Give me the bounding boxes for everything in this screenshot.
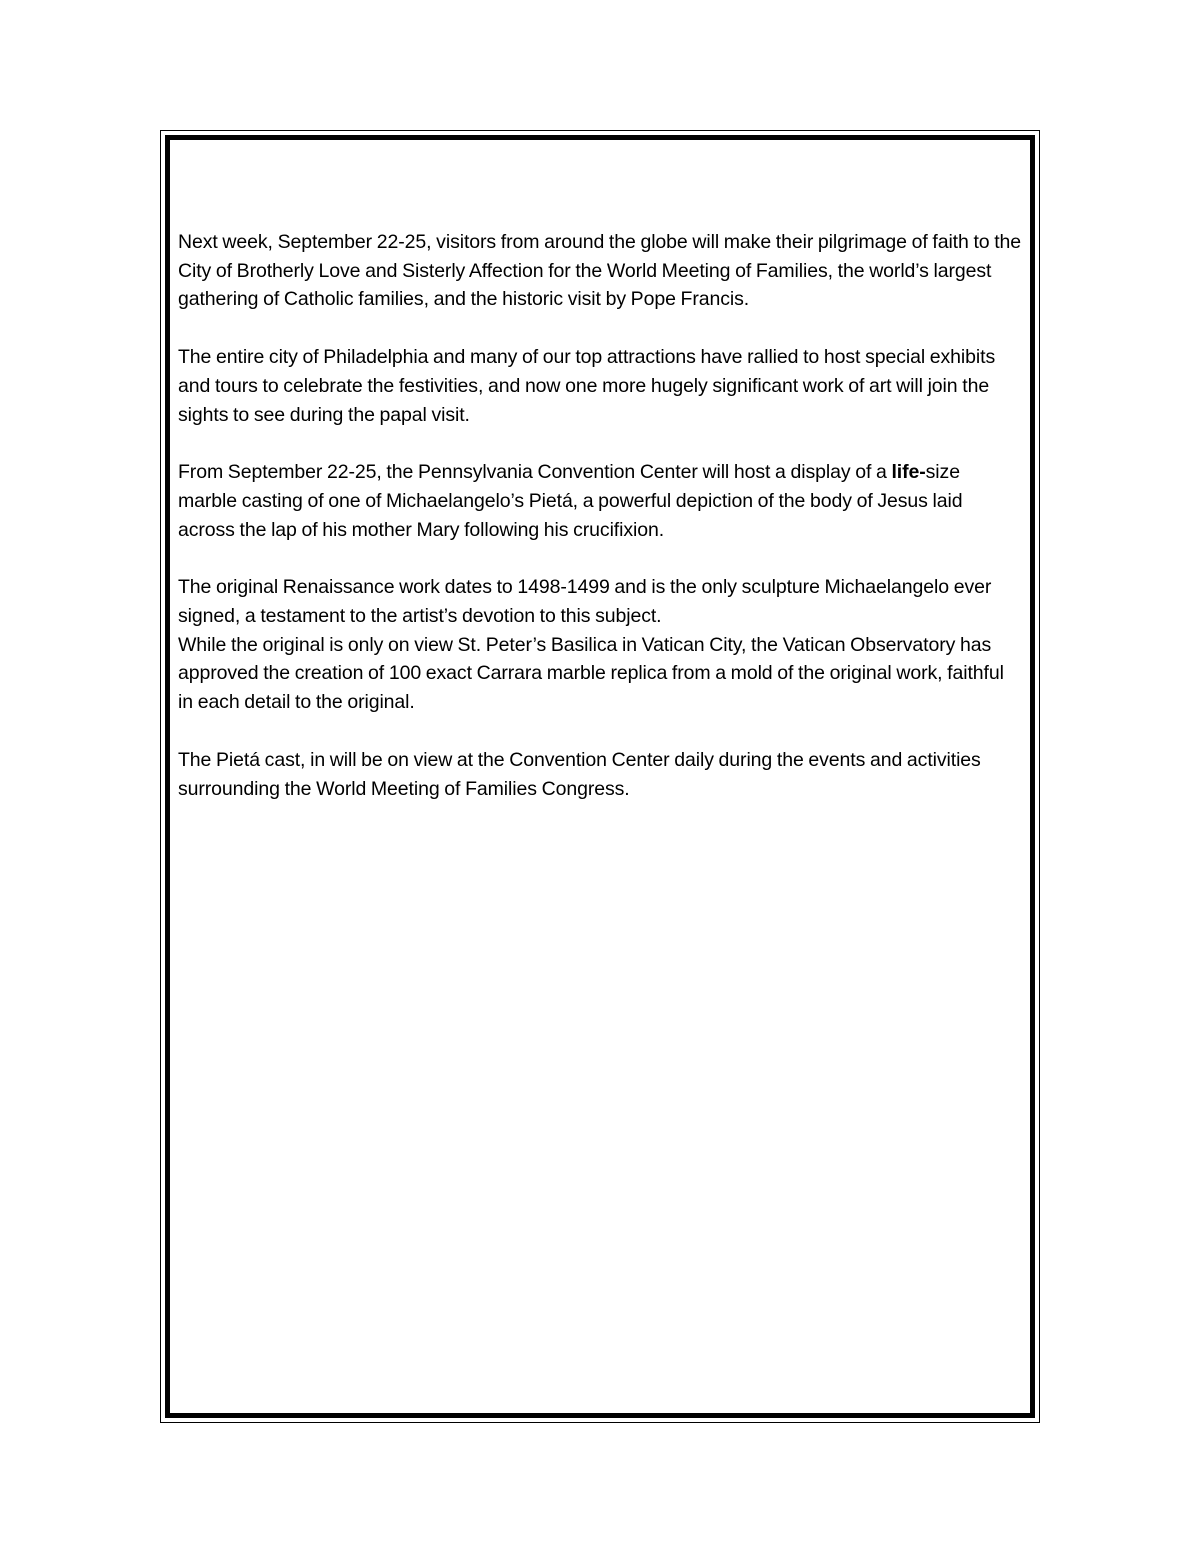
paragraph-3-bold-text: life-: [891, 461, 926, 484]
document-body: [178, 228, 1023, 832]
paragraph-2: The entire city of Philadelphia and many of our top attractions have rallied to host special exhibits and tours to celebrate the festivities, and now one more hugely significant work of art will join the sights to see during the papal visit.: [178, 346, 996, 426]
paragraph-4-line-2: While the original is only on view St. Peter’s Basilica in Vatican City, the Vatican Observatory has approved the creation of 100 exact Carrara marble replica from a mold of the original work, faithful in each detail to the original.: [178, 633, 1004, 714]
paragraph-4: [178, 573, 1023, 717]
paragraph-4-line-1: The original Renaissance work dates to 1498-1499 and is the only sculpture Michaelangelo ever signed, a testament to the artist’s devotion to this subject.: [178, 576, 992, 628]
paragraph-3-text-after: size marble casting of one of Michaelangelo’s Pietá, a powerful depiction of the body of Jesus laid across the lap of his mother Mary following his crucifixion.: [178, 461, 963, 541]
paragraph-3-text-before: From September 22-25, the Pennsylvania Convention Center will host a display of a: [178, 461, 892, 484]
paragraph-3: [178, 458, 1023, 544]
paragraph-5: The Pietá cast, in will be on view at the Convention Center daily during the events and activities surrounding the World Meeting of Families Congress.: [178, 748, 981, 800]
paragraph-1: Next week, September 22-25, visitors from around the globe will make their pilgrimage of faith to the City of Brotherly Love and Sisterly Affection for the World Meeting of Families, the world’s largest gathering of Catholic families, and the historic visit by Pope Francis.: [178, 231, 1022, 311]
